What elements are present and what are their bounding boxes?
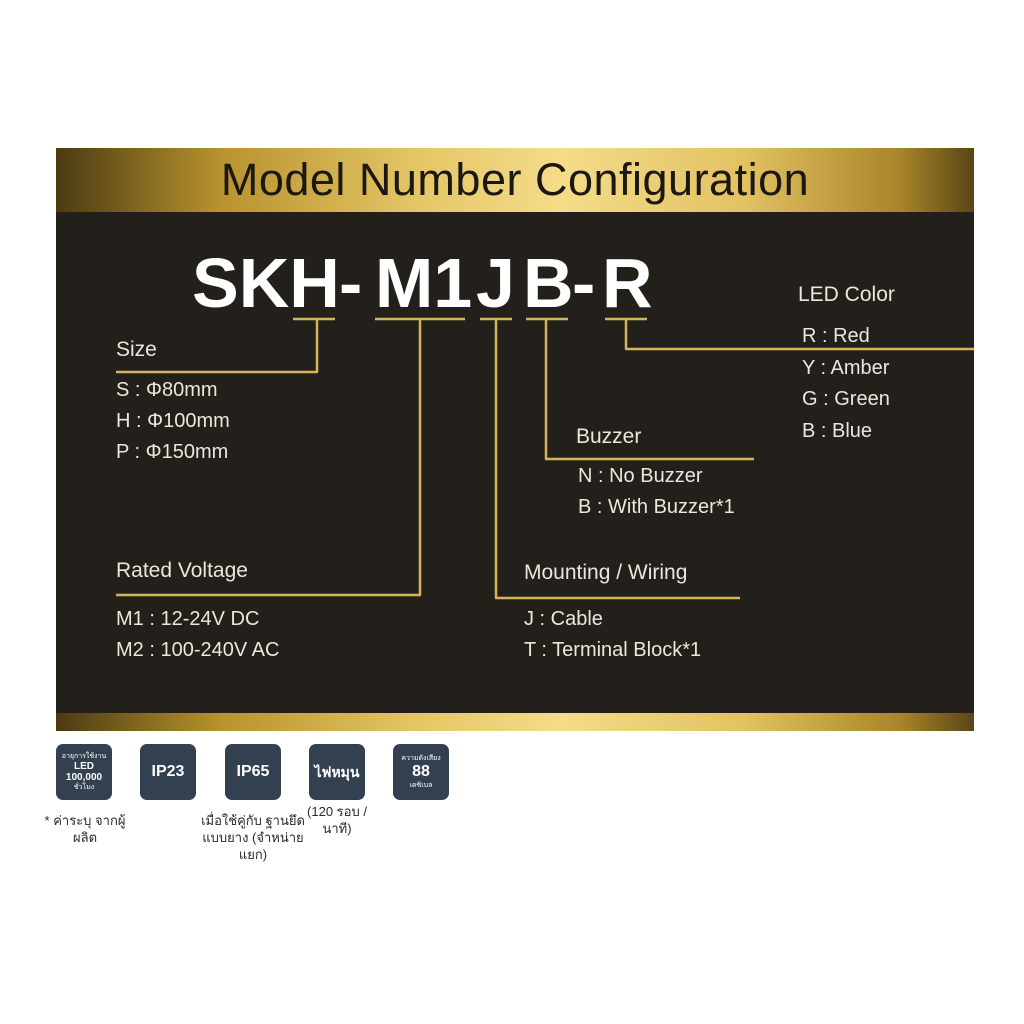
badge-ip65-label: IP65	[236, 763, 270, 780]
size-label: Size	[116, 338, 157, 361]
voltage-option-m2: M2 : 100-240V AC	[116, 639, 280, 661]
voltage-label: Rated Voltage	[116, 559, 248, 582]
led-option-r: R : Red	[802, 325, 870, 347]
size-option-s: S : Φ80mm	[116, 379, 218, 401]
badge-lifetime-led: LED	[74, 761, 94, 772]
size-option-h: H : Φ100mm	[116, 410, 230, 432]
note-ip65: เมื่อใช้คู่กับ ฐานยึดแบบยาง (จำหน่ายแยก)	[201, 813, 305, 862]
led-option-g: G : Green	[802, 388, 890, 410]
rotating-light-badge	[309, 744, 365, 800]
badge-sound-top: ความดังเสียง	[401, 755, 441, 762]
model-part-mounting: J	[476, 244, 515, 322]
bottom-gold-bar	[56, 713, 974, 731]
mounting-option-t: T : Terminal Block*1	[524, 639, 702, 661]
badge-sound-value: 88	[412, 763, 430, 780]
buzzer-option-n: N : No Buzzer	[578, 465, 703, 487]
model-part-color: R	[602, 244, 653, 322]
voltage-option-m1: M1 : 12-24V DC	[116, 608, 260, 630]
size-option-p: P : Φ150mm	[116, 441, 229, 463]
model-part-size: SKH	[192, 244, 340, 322]
badge-sound-unit: เดซิเบล	[409, 782, 433, 789]
badge-ip23-label: IP23	[151, 763, 185, 780]
config-panel	[56, 148, 974, 731]
led-lifetime-badge	[56, 744, 112, 800]
mounting-label: Mounting / Wiring	[524, 561, 688, 584]
led-option-y: Y : Amber	[802, 357, 890, 379]
led-option-b: B : Blue	[802, 420, 873, 442]
badge-lifetime-value: 100,000	[65, 772, 103, 783]
mounting-option-j: J : Cable	[524, 608, 603, 630]
model-dash-1: -	[339, 244, 363, 322]
note-lifetime: * ค่าระบุ จากผู้ผลิต	[44, 813, 126, 845]
ip65-badge	[225, 744, 281, 800]
model-dash-2: -	[572, 244, 596, 322]
note-rotation-speed: (120 รอบ /นาที)	[307, 804, 367, 836]
model-part-voltage: M1	[375, 244, 473, 322]
buzzer-option-b: B : With Buzzer*1	[578, 496, 735, 518]
led-color-label: LED Color	[798, 283, 895, 306]
page-title: Model Number Configuration	[220, 154, 810, 205]
badge-lifetime-unit: ชั่วโมง	[73, 784, 95, 791]
badge-rotating-label: ไฟหมุน	[314, 764, 360, 780]
badge-lifetime-top: อายุการใช้งาน	[61, 753, 107, 760]
buzzer-label: Buzzer	[576, 425, 642, 448]
ip23-badge	[140, 744, 196, 800]
sound-level-badge	[393, 744, 449, 800]
model-part-buzzer: B	[523, 244, 574, 322]
